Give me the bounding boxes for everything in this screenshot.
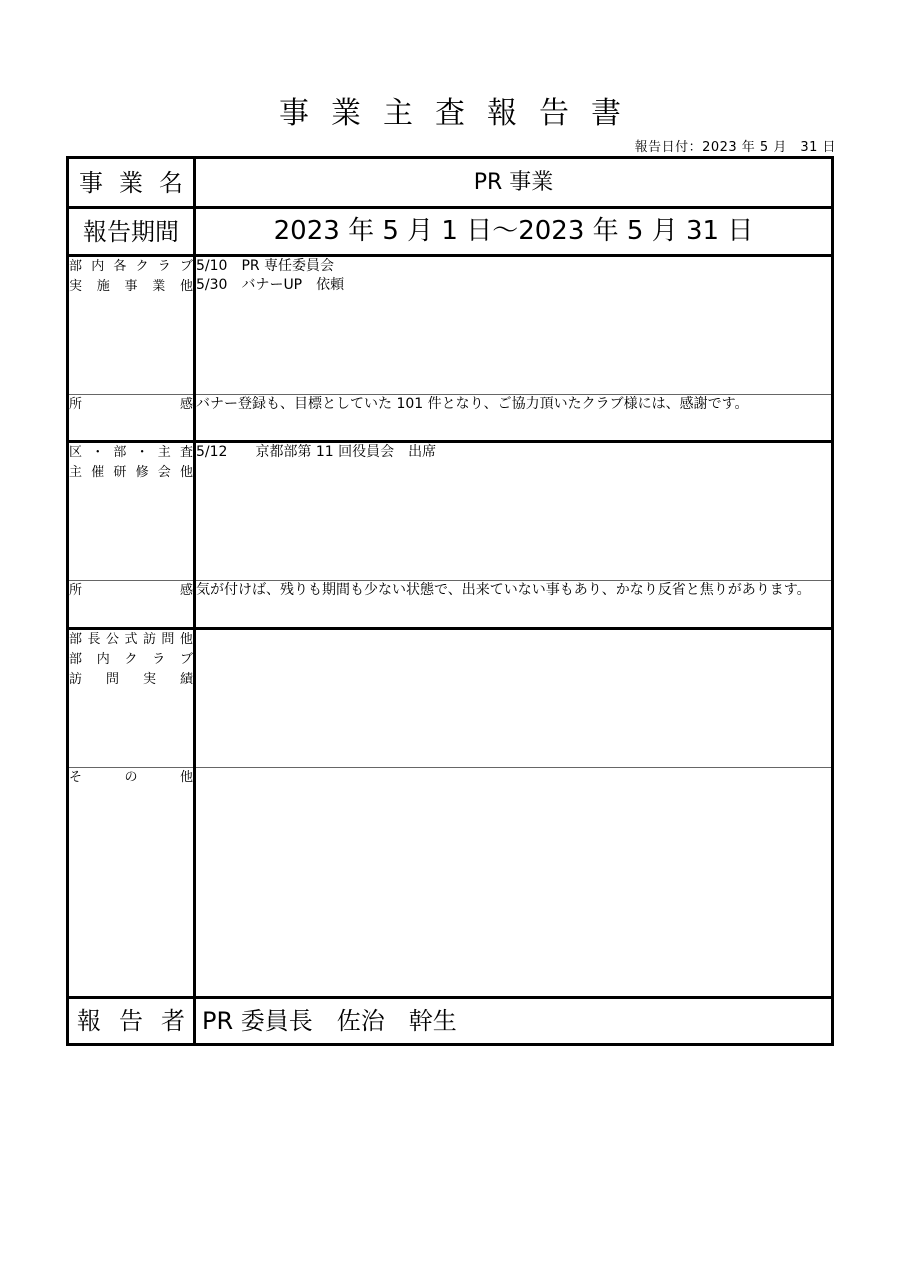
reporter-label: 報 告 者 <box>68 998 195 1045</box>
visits-value <box>195 629 833 768</box>
visits-label: 部 長 公 式 訪 問 他 部 内 ク ラ ブ 訪 問 実 績 <box>68 629 195 768</box>
district-events-value <box>195 442 833 581</box>
reporter-value: PR 委員長 佐治 幹生 <box>202 1006 457 1035</box>
other-value <box>195 768 833 998</box>
list-item: 5/10 PR 専任委員会 <box>196 258 335 274</box>
row-impression-2 <box>68 581 833 629</box>
report-period-label: 報告期間 <box>68 208 195 256</box>
row-district-events <box>68 442 833 581</box>
impression-2-value: 気が付けば、残りも期間も少ない状態で、出来ていない事もあり、かなり反省と焦りがあります。 <box>195 581 833 629</box>
page-title: 事業主査報告書 <box>279 96 643 131</box>
list-item: 5/30 バナーUP 依頼 <box>196 277 345 293</box>
row-club-activities <box>68 256 833 395</box>
row-other <box>68 768 833 998</box>
club-activities-value <box>195 256 833 395</box>
row-reporter <box>68 998 833 1045</box>
row-business-name <box>68 158 833 208</box>
row-impression-1 <box>68 395 833 442</box>
club-activities-label: 部 内 各 ク ラ ブ 実 施 事 業 他 <box>68 256 195 395</box>
impression-1-label: 所 感 <box>68 395 195 442</box>
business-name-value: PR 事業 <box>195 158 833 208</box>
report-date: 報告日付：2023 年 5 月 31 日 <box>634 140 836 155</box>
row-visits <box>68 629 833 768</box>
district-events-label: 区 ・ 部 ・ 主 査 主 催 研 修 会 他 <box>68 442 195 581</box>
row-report-period <box>68 208 833 256</box>
impression-2-label: 所 感 <box>68 581 195 629</box>
report-period-value: 2023 年 5 月 1 日～2023 年 5 月 31 日 <box>195 208 833 256</box>
report-form-table <box>66 156 834 1046</box>
other-label: そ の 他 <box>68 768 195 998</box>
business-name-label: 事 業 名 <box>68 158 195 208</box>
list-item: 5/12 京都部第 11 回役員会 出席 <box>196 444 437 460</box>
impression-1-value: バナー登録も、目標としていた 101 件となり、ご協力頂いたクラブ様には、感謝です。 <box>195 395 833 442</box>
